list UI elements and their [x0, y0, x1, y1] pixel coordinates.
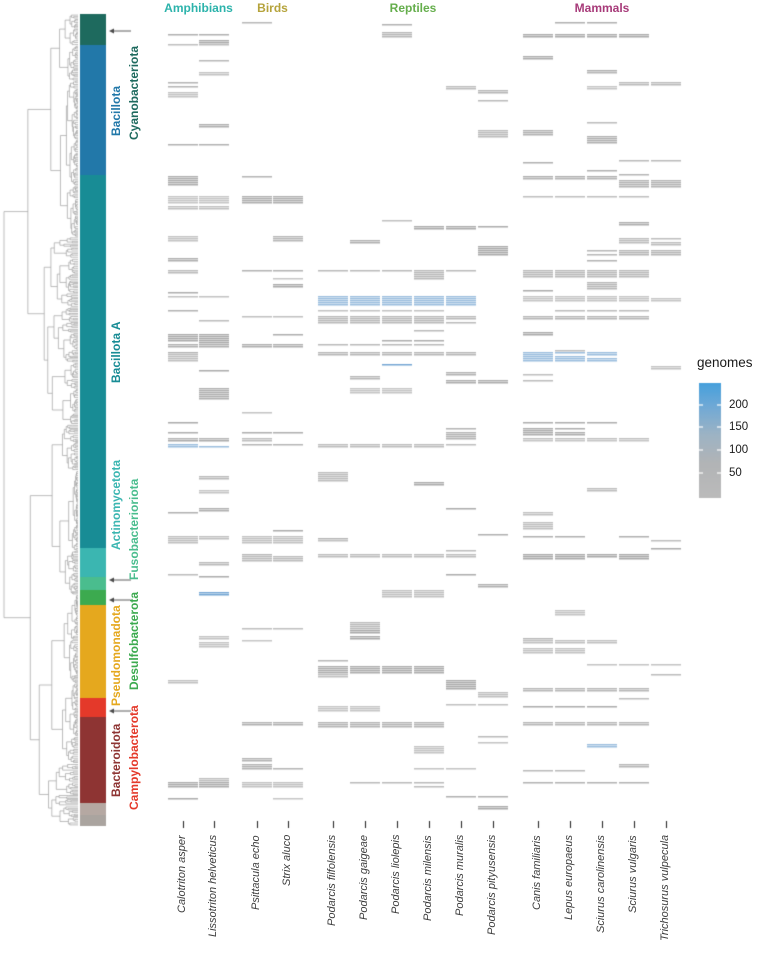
species-label-podarcis-muralis: Podarcis muralis [454, 835, 466, 917]
species-label-calotriton-asper: Calotriton asper [176, 835, 188, 913]
species-label-lepus-europaeus: Lepus europaeus [563, 835, 575, 921]
species-label-trichosurus-vulpecula: Trichosurus vulpecula [659, 835, 671, 942]
species-label-sciurus-carolinensis: Sciurus carolinensis [595, 835, 607, 933]
species-label-strix-aluco: Strix aluco [281, 835, 293, 887]
species-label-podarcis-pityusensis: Podarcis pityusensis [486, 835, 498, 936]
phylum-label-desulfobacterota: Desulfobacterota [127, 591, 141, 691]
phylum-label-bacillota: Bacillota [109, 86, 123, 137]
group-header-reptiles: Reptiles [389, 1, 437, 15]
legend-title: genomes [697, 355, 753, 370]
group-header-amphibians: Amphibians [164, 1, 233, 15]
legend-tick-150: 150 [729, 421, 749, 433]
legend-tick-100: 100 [729, 444, 749, 456]
group-header-birds: Birds [257, 1, 288, 15]
phylum-label-cyanobacteriota: Cyanobacteriota [127, 45, 141, 141]
species-label-podarcis-gaigeae: Podarcis gaigeae [358, 835, 370, 921]
phylum-label-campylobacterota: Campylobacterota [127, 705, 141, 811]
species-label-canis-familiaris: Canis familiaris [531, 835, 543, 910]
phylum-label-actinomycetota: Actinomycetota [109, 459, 123, 551]
phylum-label-bacillota-a: Bacillota A [109, 321, 123, 383]
phylum-label-bacteroidota: Bacteroidota [109, 723, 123, 797]
species-label-podarcis-filfolensis: Podarcis filfolensis [326, 835, 338, 927]
species-label-psittacula-echo: Psittacula echo [250, 835, 262, 910]
phylum-label-fusobacterioriota: Fusobacterioriota [127, 478, 141, 580]
group-header-mammals: Mammals [574, 1, 630, 15]
legend-tick-200: 200 [729, 399, 749, 411]
species-label-sciurus-vulgaris: Sciurus vulgaris [627, 835, 639, 913]
species-label-podarcis-liolepis: Podarcis liolepis [390, 835, 402, 915]
legend-tick-50: 50 [729, 467, 742, 479]
species-label-lissotriton-helveticus: Lissotriton helveticus [207, 835, 219, 938]
species-label-podarcis-milensis: Podarcis milensis [422, 835, 434, 921]
phylum-label-pseudomonadota: Pseudomonadota [109, 605, 123, 707]
